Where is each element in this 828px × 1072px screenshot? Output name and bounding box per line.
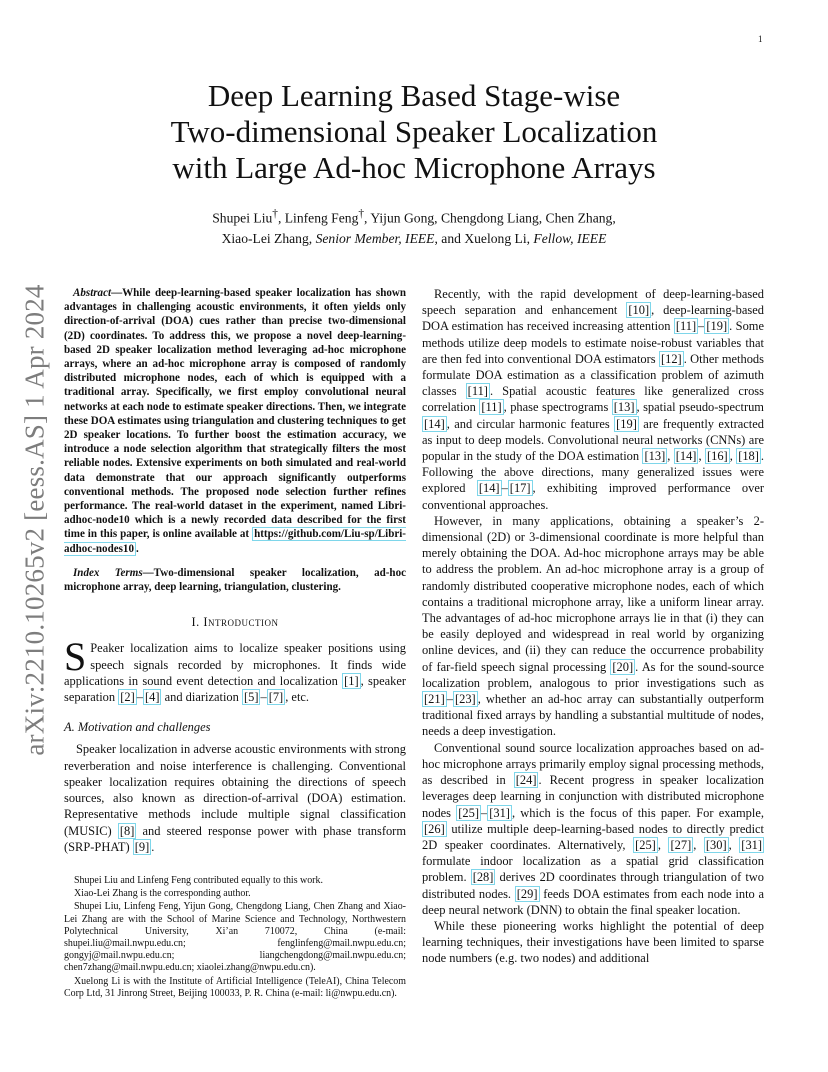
drop-cap: S (64, 634, 87, 680)
section-heading: I. Introduction (191, 615, 279, 630)
citation-link[interactable]: [5] (243, 690, 259, 705)
citation-link[interactable]: [16] (706, 449, 728, 464)
citation-link[interactable]: [14] (424, 416, 445, 431)
citation-link[interactable]: [14] (478, 481, 500, 496)
citation-link[interactable]: [18] (738, 449, 759, 464)
citation-link[interactable]: [9] (134, 839, 150, 854)
citation-link[interactable]: [8] (119, 823, 135, 838)
citation-link[interactable]: [25] (635, 837, 656, 852)
citation-link[interactable]: [25] (458, 805, 479, 820)
body-paragraph: While these pioneering works highlight the potential of deep learning techniques, their investigations have been limited to sparse node numbers (e.g. two nodes) and additional (422, 918, 764, 966)
author-line-2: Xiao-Lei Zhang, Senior Member, IEEE, and Xuelong Li, Fellow, IEEE (221, 230, 607, 246)
motivation-paragraph: Speaker localization in adverse acoustic environments with strong reverberation and noise interference is challenging. Conventional speaker localization requires obtaining the directions of speech sources, also known as direction-of-arrival (DOA) estimation. Representative methods include multiple signal classification (MUSIC) [8] and steered response power with phase transform (SRP-PHAT) [9] . (64, 742, 406, 854)
citation-link[interactable]: [23] (454, 692, 476, 707)
intro-paragraph: S Peaker localization aims to localize speaker positions using speech signals recorded by microphones. It finds wide applications in sound event detection and localization [1] , speaker separation [2] – [4] and diarization [5] – [7] , etc. (64, 634, 407, 705)
citation-link[interactable]: [19] (706, 319, 728, 334)
title-line-1: Deep Learning Based Stage-wise (207, 78, 621, 113)
citation-link[interactable]: [17] (509, 481, 531, 496)
citation-link[interactable]: [14] (675, 449, 697, 464)
author-name: Shupei Liu (212, 210, 273, 226)
abstract: Abstract—While deep-learning-based speaker localization has shown advantages in challenging acoustic environments, it often yields only direction-of-arrival (DOA) cues rather than precise two-dimensional (2D) coordinates. To address this, we propose a novel deep-learning-based 2D speaker localization method leveraging ad-hoc microphone arrays, where an ad-hoc microphone array is composed of randomly distributed microphone nodes, each of which is equipped with a traditional array. Specifically, we first employ convolutional neural networks at each node to estimate speaker directions. Then, we integrate these DOA estimates using triangulation and clustering techniques to get 2D speaker locations. To further boost the estimation accuracy, we introduce a node selection algorithm that strategically filters the most reliable nodes. Extensive experiments on both simulated and real-world data demonstrate that our approach significantly outperforms conventional methods. The proposed node selection further refines performance. The real-world dataset in the experiment, named Libri-adhoc-node10 which is a newly recorded data described for the first time in this paper, is online available at https://github.com/Liu-sp/Libri-adhoc-nodes10 . (64, 287, 406, 555)
author-affiliation-title: Fellow, IEEE (533, 230, 607, 246)
arxiv-id: arXiv:2210.10265v2 [eess.AS] 1 Apr 2024 (19, 284, 50, 756)
citation-link[interactable]: [4] (144, 690, 160, 705)
citation-link[interactable]: [26] (424, 821, 445, 836)
footnote: Shupei Liu and Linfeng Feng contributed equally to this work. (74, 874, 323, 886)
citation-link[interactable]: [7] (268, 690, 284, 705)
citation-link[interactable]: [24] (515, 773, 537, 788)
footnote: Xuelong Li is with the Institute of Artificial Intelligence (TeleAI), China Telecom Corp Ltd, 31 Jinrong Street, Beijing 100033, P. R. China (e-mail: li@nwpu.edu.cn). (64, 975, 406, 999)
citation-link[interactable]: [13] (644, 449, 666, 464)
body-paragraph: Recently, with the rapid development of deep-learning-based speech separation and enhancement [10] , deep-learning-based DOA estimation has received increasing attention [11] – [19] . Some methods utilize deep models to estimate noise-robust variables that are then fed into conventional DOA estimators [12] . Other methods formulate DOA estimation as a classification problem of azimuth classes [11] . Spatial acoustic features like generalized cross correlation [11] , phase spectrograms [13] , spatial pseudo-spectrum [14] , and circular harmonic features [19] are frequently extracted as input to deep models. Convolutional neural networks (CNNs) are popular in the study of the DOA estimation [13] , [14] , [16] , [18] . Following the above directions, many generalized issues were explored [14] – [17] , exhibiting improved performance over conventional approaches. (422, 287, 765, 512)
footnote: Shupei Liu, Linfeng Feng, Yijun Gong, Chengdong Liang, Chen Zhang and Xiao-Lei Zhang are with the School of Marine Science and Technology, Northwestern Polytechnical University, Xi’an 710072, China (e-mail: shupei.liu@mail.nwpu.edu.cn; fenglinfeng@mail.nwpu.edu.cn; gongyj@mail.nwpu.edu.cn; liangchengdong@mail.nwpu.edu.cn; chen7zhang@mail.nwpu.edu.cn; xiaolei.zhang@nwpu.edu.cn). (64, 901, 406, 974)
equal-contribution-mark: † (358, 208, 365, 220)
subsection-heading: A. Motivation and challenges (64, 720, 211, 735)
citation-link[interactable]: [12] (660, 351, 682, 366)
footnotes (64, 875, 406, 1000)
title-line-3: with Large Ad-hoc Microphone Arrays (172, 150, 656, 185)
citation-link[interactable]: [31] (489, 805, 510, 820)
citation-link[interactable]: [19] (616, 416, 637, 431)
body-paragraph: However, in many applications, obtaining a speaker’s 2-dimensional (2D) or 3-dimensional coordinate is more helpful than merely obtaining the DOA. Ad-hoc microphone arrays may be able to address the problem. An ad-hoc microphone array is a group of randomly distributed cooperative microphone nodes, each of which contains a traditional microphone array, like a uniform linear array. The advantages of ad-hoc microphone arrays lie in that (i) they can be easily deployed and widespread in real world by organizing online devices, and (ii) they can reduce the occurrence probability of far-field speech signal processing [20] . As for the sound-source localization problem, analogous to prior investigations such as [21] – [23] , whether an ad-hoc array can substantially outperform traditional fixed arrays by handling a substantial multitude of nodes, needs a deep investigation. (422, 513, 764, 739)
citation-link[interactable]: [30] (705, 837, 727, 852)
citation-link[interactable]: [10] (628, 303, 650, 318)
body-paragraph: Conventional sound source localization approaches based on ad-hoc microphone arrays primarily employ signal processing methods, as described in [24] . Recent progress in speaker localization leverages deep learning in conjunction with distributed microphone nodes [25] – [31] , which is the focus of this paper. For example, [26] utilize multiple deep-learning-based nodes to directly predict 2D speaker coordinates. Alternatively, [25] , [27] , [30] , [31] formulate indoor localization as a spatial grid classification problem. [28] derives 2D coordinates through triangulation of two distributed nodes. [29] feeds DOA estimates from each node into a deep neural network (DNN) to obtain the final speaker location. (422, 740, 764, 917)
citation-link[interactable]: [2] (120, 690, 135, 705)
author-affiliation-title: Senior Member, IEEE (315, 230, 435, 246)
citation-link[interactable]: [29] (516, 886, 538, 901)
author-line-1: Shupei Liu†, Linfeng Feng†, Yijun Gong, Chengdong Liang, Chen Zhang, (212, 208, 616, 226)
index-terms: Index Terms—Two-dimensional speaker localization, ad-hoc microphone array, deep learning, triangulation, clustering. (64, 566, 406, 594)
citation-link[interactable]: [13] (613, 400, 635, 415)
citation-link[interactable]: [21] (424, 692, 445, 707)
author-list (100, 204, 728, 249)
page-number: 1 (758, 34, 763, 44)
citation-link[interactable]: [11] (481, 400, 502, 415)
equal-contribution-mark: † (272, 208, 278, 220)
citation-link[interactable]: [11] (467, 384, 488, 399)
right-column (422, 286, 764, 967)
citation-link[interactable]: [28] (472, 870, 494, 885)
citation-link[interactable]: [20] (612, 659, 634, 674)
paper-title (100, 78, 728, 186)
dataset-link[interactable]: https://github.com/Liu-sp/Libri-adhoc-nodes10 (64, 528, 406, 555)
title-line-2: Two-dimensional Speaker Localization (170, 114, 658, 149)
left-column (64, 286, 406, 1001)
citation-link[interactable]: [11] (675, 319, 697, 334)
citation-link[interactable]: [1] (344, 673, 359, 688)
citation-link[interactable]: [31] (741, 837, 763, 852)
citation-link[interactable]: [27] (670, 837, 692, 852)
author-name: Linfeng Feng (284, 210, 359, 226)
footnote: Xiao-Lei Zhang is the corresponding author. (74, 888, 251, 900)
